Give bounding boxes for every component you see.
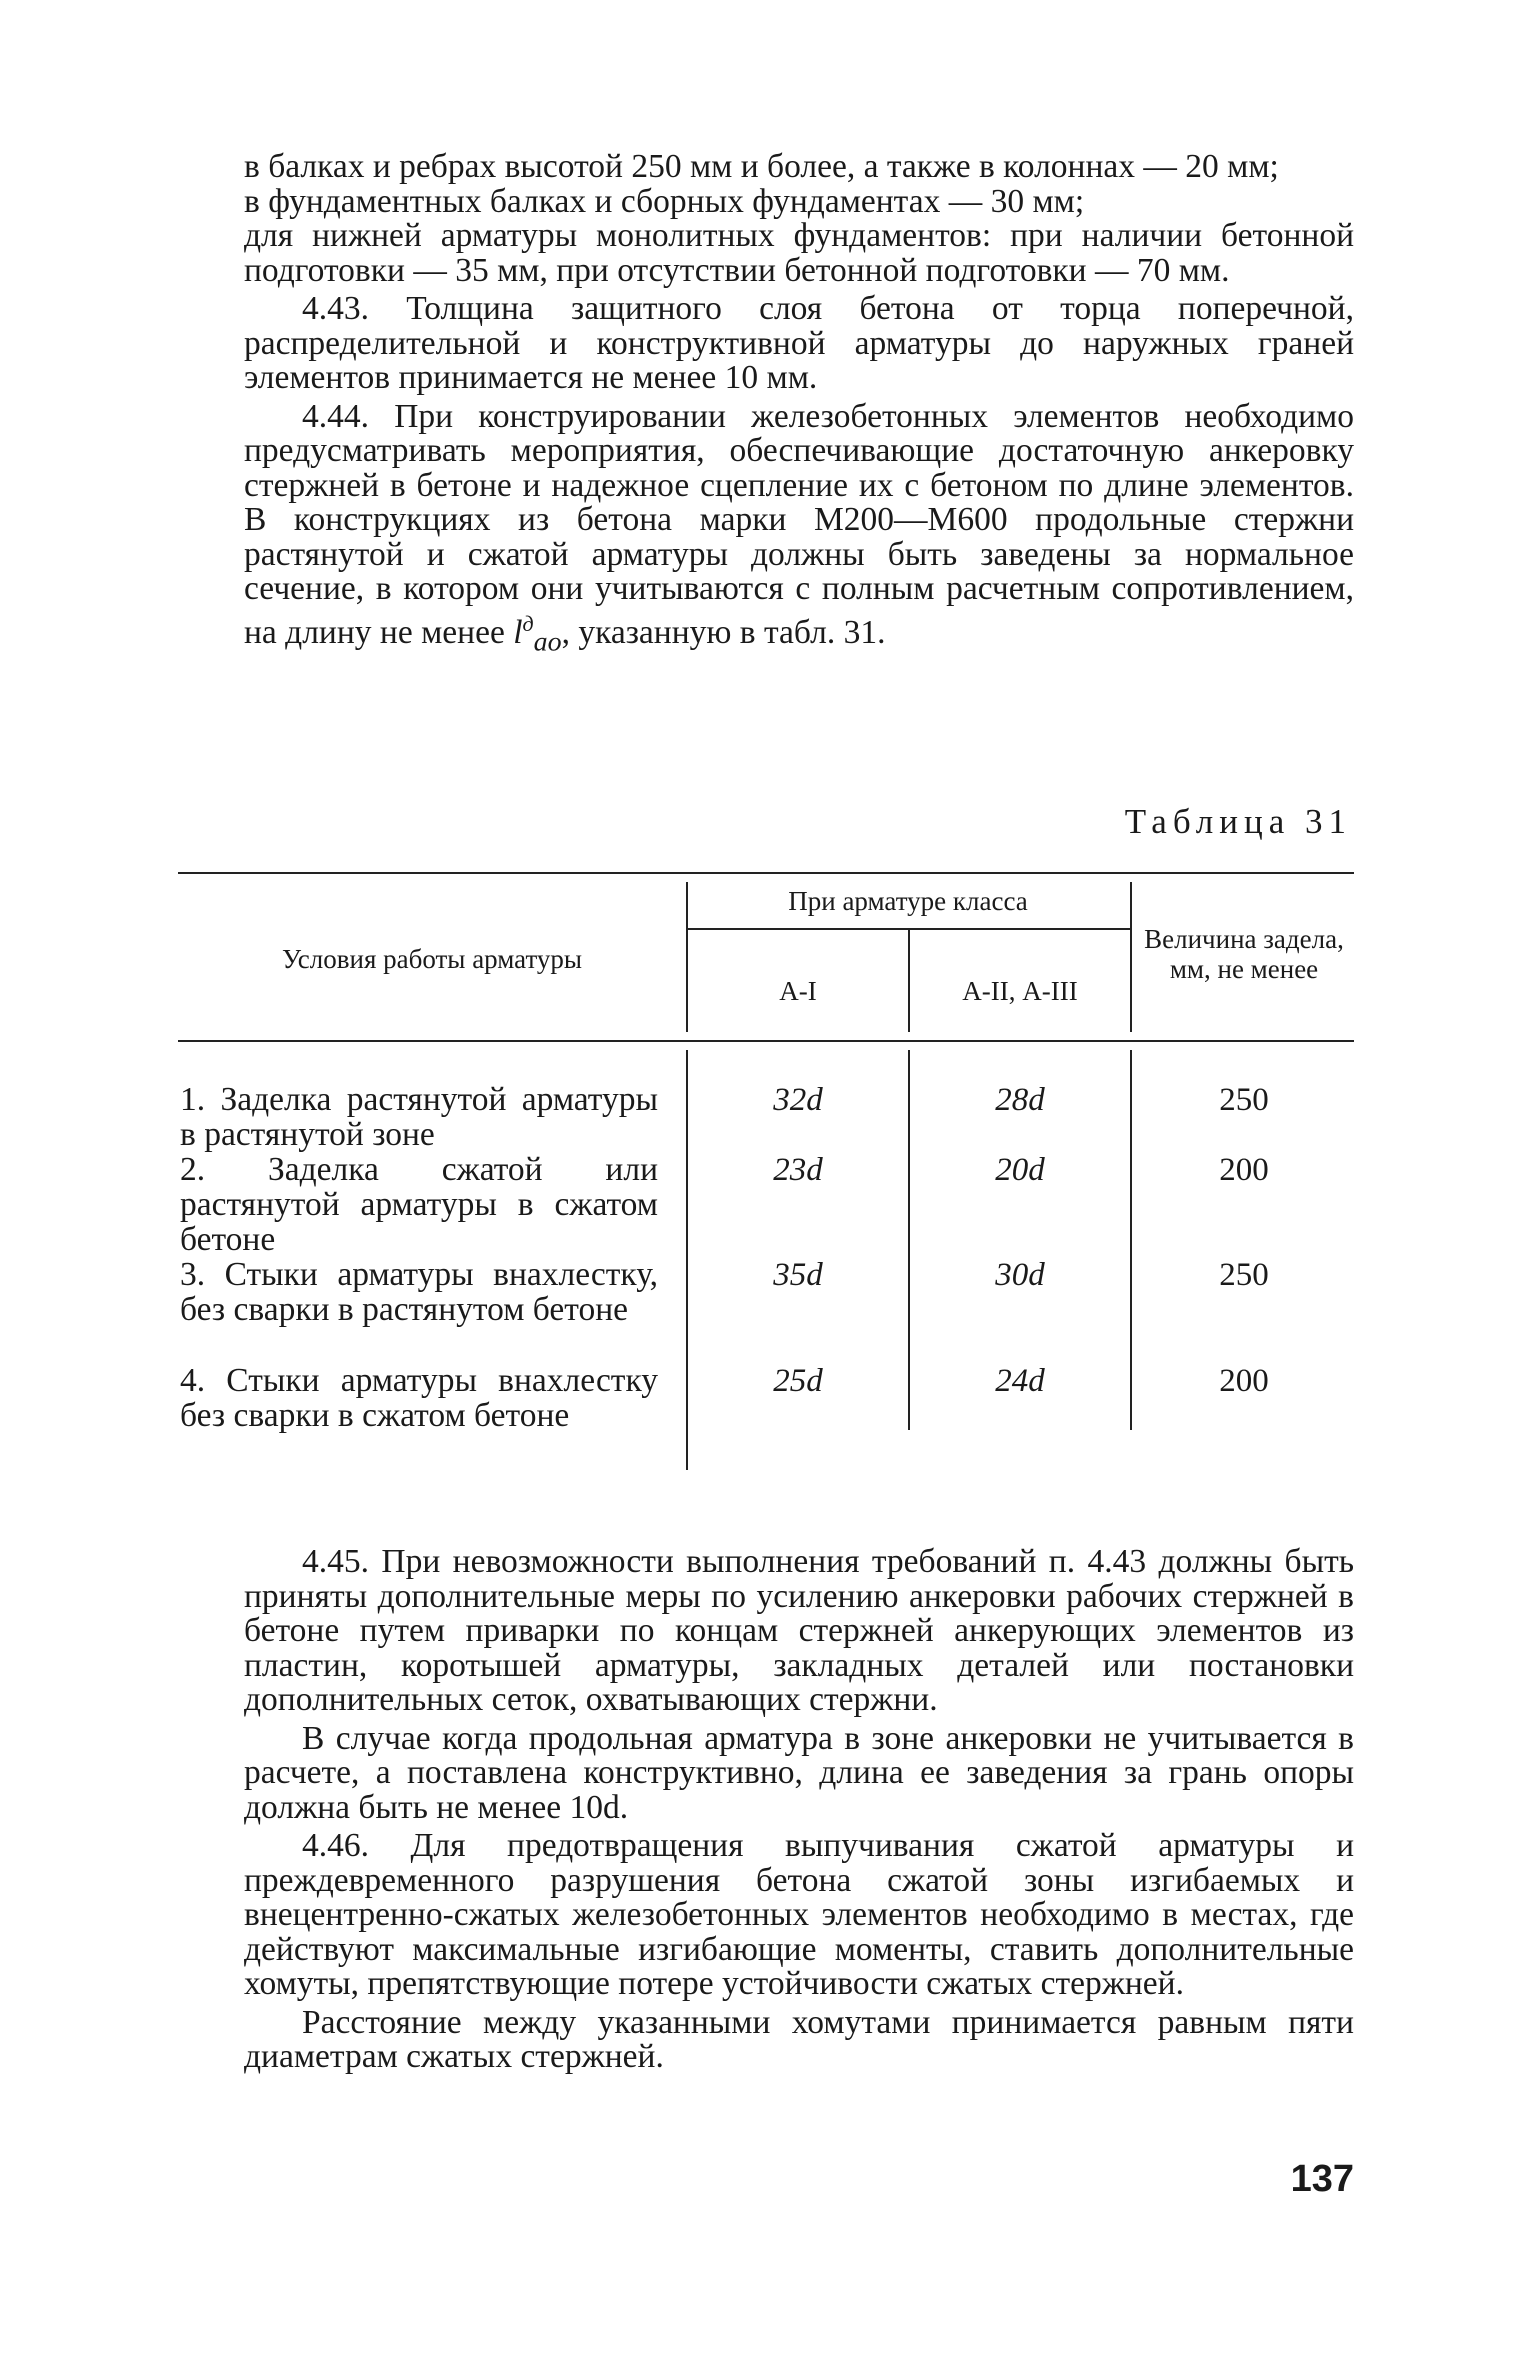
header-divider-3 [1130, 882, 1132, 1032]
body-divider-2 [908, 1050, 910, 1430]
row-4-embed: 200 [1219, 1363, 1269, 1399]
row-1-embed: 250 [1219, 1082, 1269, 1118]
paragraph-4-44-text: 4.44. При конструировании железобетонных элементов необходимо предусматривать мероприятия, обеспечивающие достаточную анкеровку стержней в бетоне и надежное сцепление их с бетоном по длине элементов. В конструкциях из бетона марки М200—М600 продольные стержни растянутой и сжатой арматуры должны быть заведены за нормальное сечение, в котором они учитываются с полным расчетным сопротивлением, на длину не менее [244, 397, 1354, 651]
anchor-length-symbol: $l^д_{ао}$ [513, 610, 562, 658]
header-a2-a3: А-II, А-III [962, 976, 1078, 1006]
paragraph-4-44 [244, 397, 1354, 660]
row-2-a1: 23d [773, 1152, 823, 1188]
paragraph-foundation-beams: в фундаментных балках и сборных фундаментах — 30 мм; [244, 182, 1085, 220]
row-2-a23: 20d [995, 1152, 1045, 1188]
header-embed-length: Величина заделa, мм, не менее [1144, 924, 1344, 984]
row-4-a1: 25d [773, 1363, 823, 1399]
body-divider-1 [686, 1050, 688, 1470]
body-divider-3 [1130, 1050, 1132, 1430]
header-conditions: Условия работы арматуры [281, 944, 583, 974]
paragraph-stirrup-spacing: Расстояние между указанными хомутами принимается равным пяти диаметрам сжатых стержней. [244, 2003, 1354, 2075]
row-4-a23: 24d [995, 1363, 1045, 1399]
row-1-condition: 1. Заделка растянутой арматуры в растянутой зоне [180, 1081, 658, 1153]
row-1-a23: 28d [995, 1082, 1045, 1118]
row-3-embed: 250 [1219, 1257, 1269, 1293]
header-a1: А-I [779, 976, 817, 1006]
text-block-bottom [244, 1545, 1354, 2075]
header-divider-1 [686, 882, 688, 1032]
header-class-group: При арматуре класса [788, 886, 1028, 916]
paragraph-4-44-tail: , указанную в табл. 31. [561, 613, 886, 651]
paragraph-beams: в балках и ребрах высотой 250 мм и более, а также в колоннах — 20 мм; [244, 148, 1279, 185]
paragraph-4-45: 4.45. При невозможности выполнения требований п. 4.43 должны быть приняты дополнительные меры по усилению анкеровки рабочих стержней в бетоне путем приварки по концам стержней анкерующих элементов из пластин, коротышей арматуры, закладных деталей или постановки дополнительных сеток, охватывающих стержни. [244, 1543, 1354, 1718]
paragraph-monolithic-foundations: для нижней арматуры монолитных фундаментов: при наличии бетонной подготовки — 35 мм, при отсутствии бетонной подготовки — 70 мм. [244, 217, 1354, 289]
header-divider-2 [908, 928, 910, 1032]
paragraph-constructive-rebar: В случае когда продольная арматура в зоне анкеровки не учитывается в расчете, а поставлена конструктивно, длина ее заведения за грань опоры должна быть не менее 10d. [244, 1719, 1354, 1826]
row-4-condition: 4. Стыки арматуры внахлестку без сварки в сжатом бетоне [180, 1362, 658, 1434]
row-2-condition: 2. Заделка сжатой или растянутой арматуры в сжатом бетоне [180, 1151, 658, 1258]
row-1-a1: 32d [773, 1082, 823, 1118]
row-3-condition: 3. Стыки арматуры внахлестку, без сварки в растянутом бетоне [180, 1256, 658, 1328]
table-header-bottom-rule [178, 1040, 1354, 1042]
table-top-rule [178, 872, 1354, 874]
paragraph-4-43: 4.43. Толщина защитного слоя бетона от торца поперечной, распределительной и конструктивной арматуры до наружных граней элементов принимается не менее 10 мм. [244, 290, 1354, 396]
row-3-a23: 30d [995, 1257, 1045, 1293]
row-3-a1: 35d [773, 1257, 823, 1293]
row-2-embed: 200 [1219, 1152, 1269, 1188]
page-number: 137 [1290, 2158, 1354, 2200]
text-block-top [244, 150, 1354, 660]
table-title: Таблица 31 [1124, 802, 1352, 841]
paragraph-4-46: 4.46. Для предотвращения выпучивания сжатой арматуры и преждевременного разрушения бетона сжатой зоны изгибаемых и внецентренно-сжатых железобетонных элементов необходимо в местах, где действуют максимальные изгибающие моменты, ставить дополнительные хомуты, препятствующие потере устойчивости сжатых стержней. [244, 1827, 1354, 2002]
